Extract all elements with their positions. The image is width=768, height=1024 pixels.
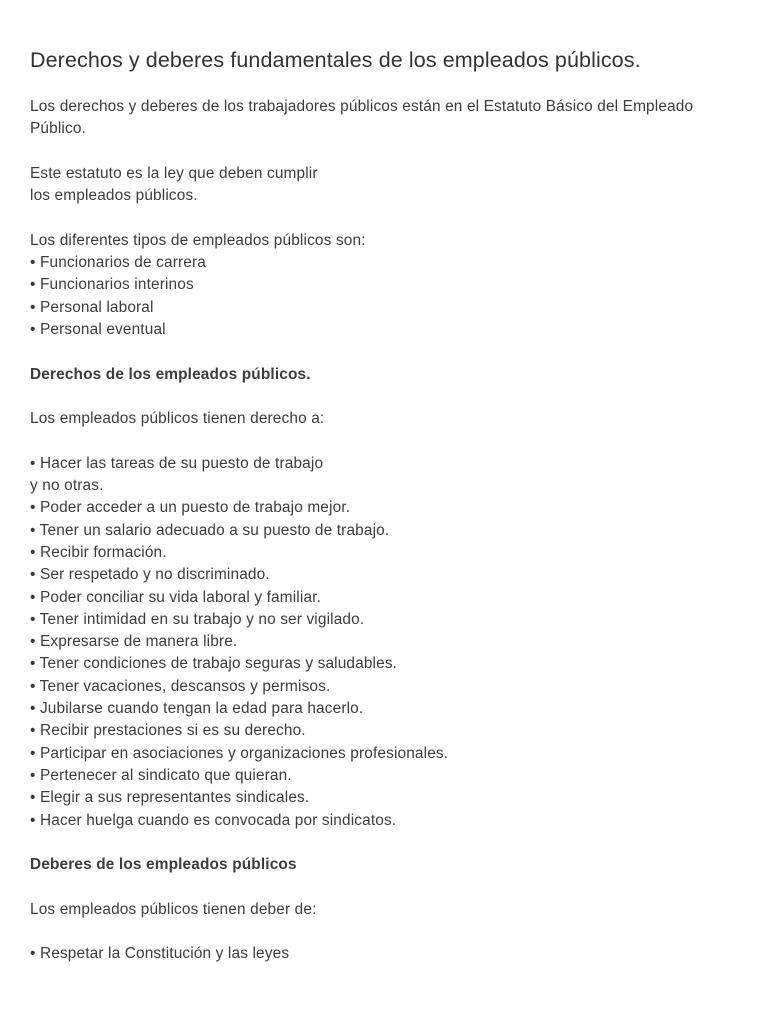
duties-intro: Los empleados públicos tienen deber de: [30,900,317,918]
intro-line-1: Los derechos y deberes de los trabajadores públicos están en el Estatuto Básico del Empleado [30,98,694,115]
page-title: Derechos y deberes fundamentales de los empleados públicos. [30,48,641,72]
list-item: • Expresarse de manera libre. [30,633,238,651]
list-item: • Ser respetado y no discriminado. [30,566,270,584]
list-item: • Tener condiciones de trabajo seguras y saludables. [30,655,398,673]
list-item: • Pertenecer al sindicato que quieran. [30,766,292,784]
statute-paragraph [30,163,738,208]
list-item: • Jubilarse cuando tengan la edad para hacerlo. [30,700,364,718]
list-item: • Poder acceder a un puesto de trabajo mejor. [30,499,351,517]
duties-section [30,854,738,965]
list-item: • Elegir a sus representantes sindicales. [30,789,310,807]
rights-heading: Derechos de los empleados públicos. [30,365,311,383]
list-item: • Tener vacaciones, descansos y permisos. [30,677,331,695]
list-item: • Poder conciliar su vida laboral y familiar. [30,588,322,606]
list-item: • Funcionarios interinos [30,276,194,294]
list-item: y no otras. [30,477,104,495]
rights-intro: Los empleados públicos tienen derecho a: [30,410,325,428]
list-item: • Respetar la Constitución y las leyes [30,945,290,963]
duties-heading: Deberes de los empleados públicos [30,856,297,874]
list-item: • Hacer huelga cuando es convocada por sindicatos. [30,811,397,829]
list-item: • Tener un salario adecuado a su puesto de trabajo. [30,521,390,539]
list-item: • Participar en asociaciones y organizaciones profesionales. [30,744,449,762]
intro-line-2: Público. [30,120,86,138]
statute-line-2: los empleados públicos. [30,187,198,205]
statute-line-1: Este estatuto es la ley que deben cumplir [30,164,318,182]
types-section [30,230,738,341]
intro-paragraph [30,96,738,141]
list-item: • Tener intimidad en su trabajo y no ser vigilado. [30,610,365,628]
list-item: • Recibir formación. [30,543,167,561]
list-item: • Funcionarios de carrera [30,254,206,272]
list-item: • Personal laboral [30,298,154,316]
rights-section [30,364,738,832]
list-item: • Recibir prestaciones si es su derecho. [30,722,306,740]
list-item: • Hacer las tareas de su puesto de trabajo [30,454,324,472]
list-item: • Personal eventual [30,320,166,338]
types-heading: Los diferentes tipos de empleados públicos son: [30,231,366,249]
